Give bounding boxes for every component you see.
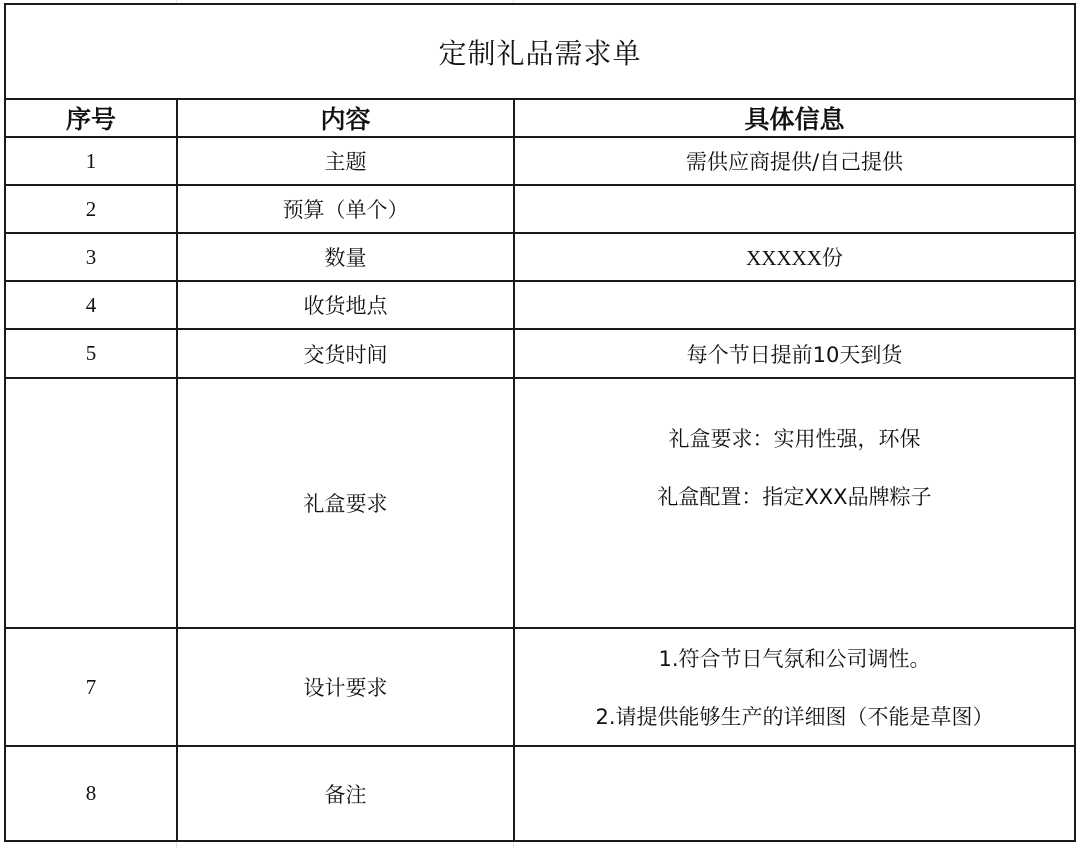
row-number: 3 — [6, 234, 178, 282]
row-info — [515, 379, 1074, 629]
row-info: XXXXX份 — [515, 234, 1074, 282]
row-content: 设计要求 — [178, 629, 515, 747]
row-number: 8 — [6, 747, 178, 840]
info-line: 礼盒要求：实用性强，环保 — [668, 427, 921, 451]
row-number: 4 — [6, 282, 178, 330]
info-line: 1.符合节日气氛和公司调性。 — [658, 647, 931, 671]
row-info-empty — [515, 747, 1074, 840]
row-number: 2 — [6, 186, 178, 234]
gift-requirement-table — [4, 3, 1076, 842]
row-content: 预算（单个） — [178, 186, 515, 234]
row-info — [515, 629, 1074, 747]
row-number: 1 — [6, 138, 178, 186]
table-title: 定制礼品需求单 — [6, 5, 1074, 100]
row-content: 收货地点 — [178, 282, 515, 330]
row-number: 7 — [6, 629, 178, 747]
header-number: 序号 — [6, 100, 178, 138]
info-line: 礼盒配置：指定XXX品牌粽子 — [657, 485, 932, 509]
row-info: 需供应商提供/自己提供 — [515, 138, 1074, 186]
row-info: 每个节日提前10天到货 — [515, 330, 1074, 379]
row-content: 交货时间 — [178, 330, 515, 379]
row-content: 数量 — [178, 234, 515, 282]
row-content: 备注 — [178, 747, 515, 840]
header-info: 具体信息 — [515, 100, 1074, 138]
row-number: 5 — [6, 330, 178, 379]
row-info-empty — [515, 186, 1074, 234]
info-line: 2.请提供能够生产的详细图（不能是草图） — [595, 705, 994, 729]
header-content: 内容 — [178, 100, 515, 138]
row-content: 主题 — [178, 138, 515, 186]
row-content: 礼盒要求 — [178, 379, 515, 629]
row-info-empty — [515, 282, 1074, 330]
row-number — [6, 379, 178, 629]
